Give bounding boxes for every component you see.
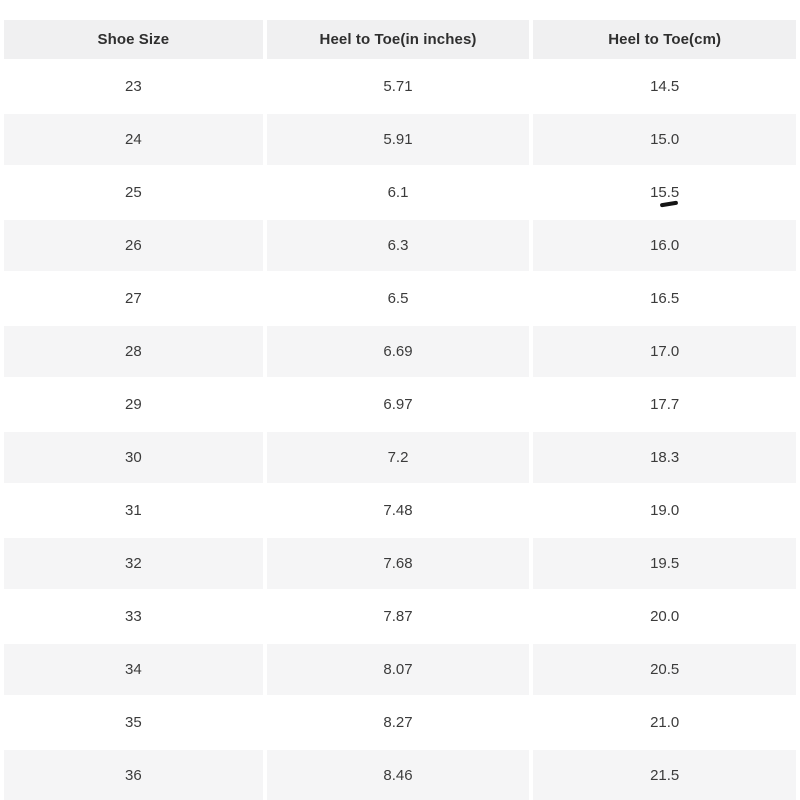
- table-cell: 19.0: [533, 485, 796, 536]
- table-row: [4, 538, 796, 589]
- table-cell: 35: [4, 697, 263, 748]
- table-cell: 16.5: [533, 273, 796, 324]
- table-row: [4, 432, 796, 483]
- table-cell: 21.0: [533, 697, 796, 748]
- table-cell: 6.69: [267, 326, 530, 377]
- table-cell: 20.5: [533, 644, 796, 695]
- table-row: [4, 379, 796, 430]
- table-cell: 26: [4, 220, 263, 271]
- table-row: [4, 644, 796, 695]
- table-cell: 16.0: [533, 220, 796, 271]
- table-cell: 7.2: [267, 432, 530, 483]
- table-cell: 23: [4, 61, 263, 112]
- table-cell: 30: [4, 432, 263, 483]
- table-cell: 17.7: [533, 379, 796, 430]
- table-row: [4, 697, 796, 748]
- table-cell: 6.5: [267, 273, 530, 324]
- table-cell: 8.46: [267, 750, 530, 800]
- table-cell: 8.07: [267, 644, 530, 695]
- table-row: [4, 326, 796, 377]
- table-cell: 33: [4, 591, 263, 642]
- table-row: [4, 114, 796, 165]
- table-row: [4, 485, 796, 536]
- table-cell: 8.27: [267, 697, 530, 748]
- table-cell: 21.5: [533, 750, 796, 800]
- table-cell: 7.87: [267, 591, 530, 642]
- table-cell: 6.3: [267, 220, 530, 271]
- table-row: [4, 167, 796, 218]
- table-cell: 24: [4, 114, 263, 165]
- table-cell: 6.1: [267, 167, 530, 218]
- table-cell: 14.5: [533, 61, 796, 112]
- table-cell: 29: [4, 379, 263, 430]
- table-cell: 5.71: [267, 61, 530, 112]
- column-header-heel-to-toe-inches: Heel to Toe(in inches): [267, 20, 530, 59]
- table-cell: 32: [4, 538, 263, 589]
- table-cell: 34: [4, 644, 263, 695]
- table-cell: 6.97: [267, 379, 530, 430]
- table-cell: 7.68: [267, 538, 530, 589]
- table-row: [4, 750, 796, 800]
- table-cell: 7.48: [267, 485, 530, 536]
- table-row: [4, 220, 796, 271]
- table-cell: 19.5: [533, 538, 796, 589]
- table-cell: 25: [4, 167, 263, 218]
- column-header-heel-to-toe-cm: Heel to Toe(cm): [533, 20, 796, 59]
- table-cell: 18.3: [533, 432, 796, 483]
- header-row: [4, 20, 796, 59]
- table-cell: 15.5: [533, 167, 796, 218]
- table-row: [4, 273, 796, 324]
- table-cell: 15.0: [533, 114, 796, 165]
- shoe-size-table: [0, 18, 800, 800]
- column-header-shoe-size: Shoe Size: [4, 20, 263, 59]
- table-cell: 20.0: [533, 591, 796, 642]
- table-cell: 31: [4, 485, 263, 536]
- table-cell: 5.91: [267, 114, 530, 165]
- table-row: [4, 61, 796, 112]
- table-cell: 28: [4, 326, 263, 377]
- table-cell: 27: [4, 273, 263, 324]
- table-cell: 36: [4, 750, 263, 800]
- table-body: [4, 61, 796, 800]
- table-row: [4, 591, 796, 642]
- table-cell: 17.0: [533, 326, 796, 377]
